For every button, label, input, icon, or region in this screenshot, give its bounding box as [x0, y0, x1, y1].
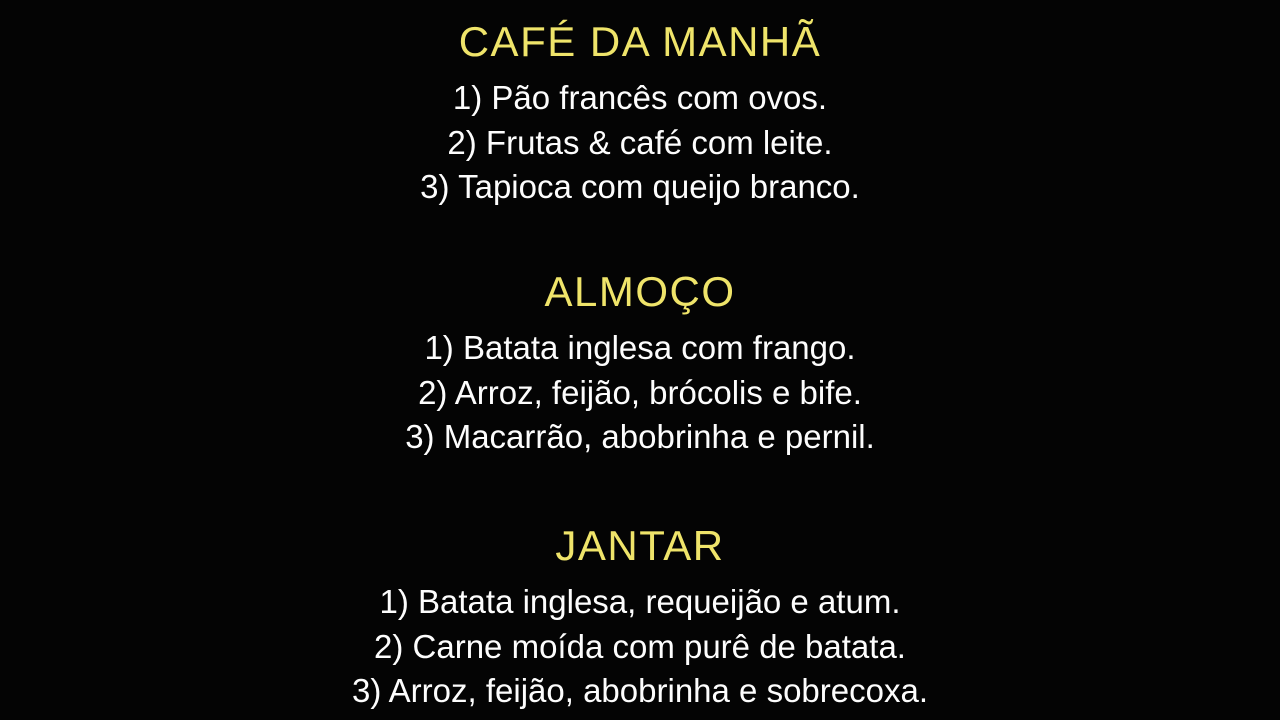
- list-item: 2) Arroz, feijão, brócolis e bife.: [418, 373, 862, 411]
- section-title-lunch: ALMOÇO: [544, 267, 736, 315]
- meal-section-lunch: [0, 268, 1280, 460]
- list-item: 1) Batata inglesa com frango.: [424, 329, 856, 367]
- meal-section-breakfast: [0, 18, 1280, 210]
- item-list-breakfast: [0, 76, 1280, 210]
- list-item: 3) Arroz, feijão, abobrinha e sobrecoxa.: [351, 672, 928, 710]
- list-item: 2) Carne moída com purê de batata.: [374, 627, 906, 665]
- item-list-dinner: [0, 580, 1280, 714]
- item-list-lunch: [0, 326, 1280, 460]
- list-item: 3) Tapioca com queijo branco.: [420, 168, 860, 206]
- section-title-dinner: JANTAR: [555, 521, 725, 569]
- section-title-breakfast: CAFÉ DA MANHÃ: [458, 18, 822, 65]
- list-item: 2) Frutas & café com leite.: [447, 123, 833, 161]
- list-item: 1) Batata inglesa, requeijão e atum.: [379, 583, 901, 621]
- meal-section-dinner: [0, 522, 1280, 714]
- list-item: 3) Macarrão, abobrinha e pernil.: [405, 418, 875, 456]
- list-item: 1) Pão francês com ovos.: [452, 79, 828, 117]
